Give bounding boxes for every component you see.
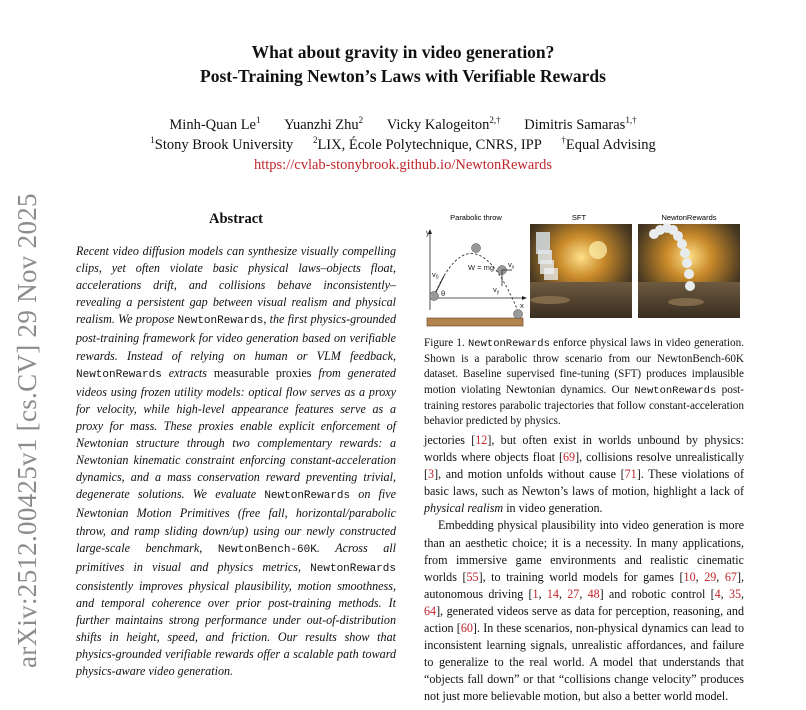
panel-title-sft: SFT — [571, 213, 587, 222]
x-axis-arrow-icon — [522, 296, 527, 300]
figure-1-caption: Figure 1. NewtonRewards enforce physical laws in video generation. Shown is a parabolic throw scenario from our NewtonBench-60K dataset. Baseline supervised fine-tuning (SFT) produces implausible motion violating Newtonian dynamics. Our NewtonRewards post-training restores parabolic trajectories that follow constant-acceleration behavior predicted by physics. — [424, 337, 744, 428]
affiliation: $^1$Stony Brook University — [150, 135, 294, 153]
citation-link[interactable]: 3 — [428, 467, 435, 482]
ball-start — [430, 292, 439, 301]
ball-end — [514, 310, 523, 319]
citation-link[interactable]: 55 — [466, 569, 479, 584]
citation-link[interactable]: 71 — [624, 467, 637, 482]
author: Vicky Kalogeiton$^{2,\dagger}$ — [386, 115, 501, 133]
table-platform — [427, 318, 523, 326]
citation-link[interactable]: 12 — [475, 433, 488, 447]
affiliation-list — [0, 136, 806, 155]
citation-link[interactable]: 29 — [704, 569, 717, 584]
citation-link[interactable]: 67 — [724, 569, 737, 584]
author: Minh-Quan Le$^1$ — [169, 115, 261, 133]
author: Dimitris Samaras$^{1,\dagger}$ — [524, 115, 637, 133]
citation-link[interactable]: 35 — [728, 586, 742, 601]
abstract-text: Recent video diffusion models can synthesize visually compelling clips, yet often violate basic physical laws–objects float, accelerations drift, and collisions behave inconsistently–revealing a persistent gap between visual realism and physical realism. We propose NewtonRewards, the first physics-grounded post-training framework for video generation based on verifiable rewards. Instead of relying on human or VLM feedback, NewtonRewards extracts measurable proxies from generated videos using frozen utility models: optical flow serves as a proxy for velocity, while high-level appearance features serve as a proxy for mass. These proxies enable explicit enforcement of Newtonian structure through two complementary rewards: a Newtonian kinematic constraint enforcing constant-acceleration dynamics, and a mass conservation reward preventing trivial, degenerate solutions. We evaluate NewtonRewards on five Newtonian Motion Primitives (free fall, horizontal/parabolic throw, and ramp sliding down/up) using our newly constructed large-scale benchmark, NewtonBench-60K. Across all primitives in visual and physics metrics, NewtonRewards consistently improves physical plausibility, motion smoothness, and temporal coherence over prior post-training methods. It further maintains strong performance under out-of-distribution shifts in height, speed, and friction. Our results show that physics-grounded verifiable rewards offer a scalable path toward physics-aware video generation. — [76, 244, 396, 679]
citation-link[interactable]: 69 — [563, 450, 576, 465]
weight-label: W = mg — [468, 263, 495, 272]
body-text — [424, 432, 744, 706]
y-axis-label: y — [426, 228, 430, 237]
paragraph: Embedding physical plausibility into video generation is more than an aesthetic choice; it is a necessity. In many applications, from immersive game environments and realistic cinematic worlds [55], to training world models for games [10, 29, 67], autonomous driving [1, 14, 27, 48] and robotic control [4, 35, 64], generated videos serve as data for perception, reasoning, and action [60]. In these scenarios, non-physical dynamics can lead to inconsistent learning signals, unrealistic affordances, and failure to generalize to the real world. A model that understands that “objects fall down” or that “collisions change velocity” produces not just more believable motion, but also a better world model. — [424, 518, 745, 704]
citation-link[interactable]: 48 — [587, 586, 600, 601]
theta-label: θ — [441, 289, 446, 298]
abstract-heading: Abstract — [209, 211, 263, 227]
author: Yuanzhi Zhu$^2$ — [284, 115, 364, 133]
panel-title-parabolic: Parabolic throw — [450, 213, 502, 222]
paragraph: jectories [12], but often exist in worlds unbound by physics: worlds where objects float [69], collisions resolve unrealistically [3], and motion unfolds without cause [71]. These violations of basic laws, such as Newton’s laws of motion, highlight a lack of physical realism in video generation. — [424, 433, 744, 516]
project-url-link[interactable]: https://cvlab-stonybrook.github.io/NewtonRewards — [253, 157, 553, 173]
sft-video-frame — [530, 224, 632, 318]
vx-label: $v_x$ — [508, 260, 515, 271]
ball-apex — [472, 244, 481, 253]
vy-label: $v_y$ — [493, 285, 500, 296]
figure-1 — [424, 212, 744, 334]
citation-link[interactable]: 60 — [460, 621, 473, 636]
figure-1-graphic — [424, 212, 744, 334]
citation-link[interactable]: 4 — [714, 586, 721, 601]
citation-link[interactable]: 27 — [567, 586, 580, 601]
citation-link[interactable]: 1 — [532, 586, 539, 601]
panel-title-newtonrewards: NewtonRewards — [661, 213, 717, 222]
citation-link[interactable]: 64 — [424, 603, 437, 618]
affiliation: $^2$LIX, École Polytechnique, CNRS, IPP — [312, 135, 542, 153]
paper-title-line-2: Post-Training Newton’s Laws with Verifiable Rewards — [200, 66, 606, 86]
x-axis-label: x — [520, 301, 524, 310]
newtonrewards-video-frame — [638, 223, 740, 318]
citation-link[interactable]: 14 — [546, 586, 559, 601]
v0-label: $v_0$ — [432, 270, 439, 281]
citation-link[interactable]: 10 — [683, 569, 696, 584]
affiliation: †Equal Advising — [561, 135, 656, 153]
author-list — [0, 116, 806, 135]
arxiv-watermark: arXiv:2512.00425v1 [cs.CV] 29 Nov 2025 — [12, 193, 42, 668]
paper-title-line-1: What about gravity in video generation? — [251, 42, 555, 62]
